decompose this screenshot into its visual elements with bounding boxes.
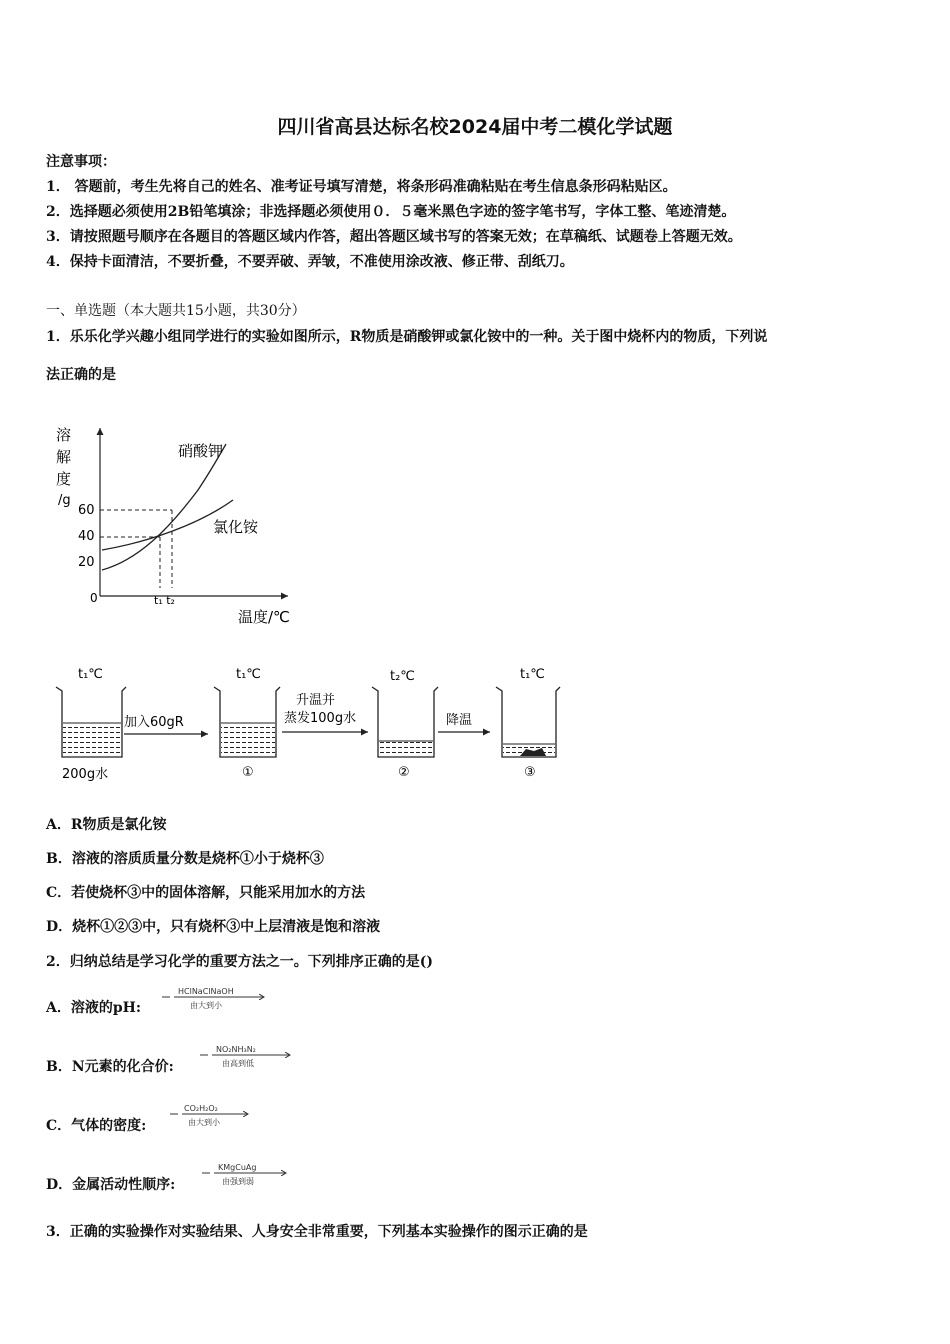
section-heading: 一、单选题（本大题共15小题，共30分） <box>46 303 306 319</box>
ylabel-3: 度 <box>56 470 72 488</box>
beaker-0-temp: t₁℃ <box>78 667 103 682</box>
q2-d-bottom: 由强到弱 <box>222 1177 254 1186</box>
beaker-1-temp: t₁℃ <box>236 667 261 682</box>
beaker-2-temp: t₂℃ <box>390 669 415 684</box>
beaker-1-liquid <box>221 723 275 756</box>
beaker-2-caption: ② <box>398 765 410 780</box>
q2-b-top: NO₂NH₃N₂ <box>216 1045 256 1054</box>
q2-option-a: A．溶液的pH: <box>46 1000 142 1016</box>
q3-stem: 3．正确的实验操作对实验结果、人身安全非常重要，下列基本实验操作的图示正确的是 <box>46 1224 588 1240</box>
beaker-2-liquid <box>379 741 433 756</box>
arrow-1-label: 加入60gR <box>124 715 184 730</box>
beaker-1-caption: ① <box>242 765 254 780</box>
ytick-60: 60 <box>78 503 95 518</box>
notice-item-1: 1． 答题前，考生先将自己的姓名、准考证号填写清楚，将条形码准确粘贴在考生信息条形码粘贴区。 <box>46 179 677 195</box>
beaker-3-temp: t₁℃ <box>520 667 545 682</box>
ylabel-1: 溶 <box>56 426 72 444</box>
notice-item-2: 2．选择题必须使用2B铅笔填涂；非选择题必须使用０．５毫米黑色字迹的签字笔书写，字体工整、笔迹清楚。 <box>46 204 736 220</box>
arrow-2-label-1: 升温并 <box>296 693 336 708</box>
curve-label-nh4cl: 氯化铵 <box>213 518 259 536</box>
q2-option-c: C．气体的密度: <box>46 1118 147 1134</box>
q2-option-d: D．金属活动性顺序: <box>46 1177 176 1193</box>
q2-a-bottom: 由大到小 <box>190 1001 222 1010</box>
ylabel-2: 解 <box>56 448 72 466</box>
q2-a-top: HClNaClNaOH <box>178 987 234 996</box>
q1-stem-line2: 法正确的是 <box>46 367 116 383</box>
q2-option-c-arrow <box>168 1101 258 1133</box>
ylabel-4: /g <box>58 493 71 508</box>
solubility-graph <box>48 420 318 630</box>
beaker-0-caption: 200g水 <box>62 767 109 782</box>
beaker-0-liquid <box>63 723 121 756</box>
q2-c-bottom: 由大到小 <box>188 1118 220 1127</box>
beaker-sequence <box>50 660 570 785</box>
notice-item-3: 3．请按照题号顺序在各题目的答题区域内作答，超出答题区域书写的答案无效；在草稿纸、试题卷上答题无效。 <box>46 229 742 245</box>
q1-stem-line1: 1．乐乐化学兴趣小组同学进行的实验如图所示，R物质是硝酸钾或氯化铵中的一种。关于图中烧杯内的物质，下列说 <box>46 329 768 345</box>
q2-option-a-arrow <box>160 984 270 1016</box>
notice-heading: 注意事项： <box>46 154 116 170</box>
q1-option-b: B．溶液的溶质质量分数是烧杯①小于烧杯③ <box>46 851 324 867</box>
q1-option-c: C．若使烧杯③中的固体溶解，只能采用加水的方法 <box>46 885 366 901</box>
q2-d-top: KMgCuAg <box>218 1163 257 1172</box>
ytick-40: 40 <box>78 529 95 544</box>
q2-stem: 2．归纳总结是学习化学的重要方法之一。下列排序正确的是() <box>46 954 433 970</box>
q2-c-top: CO₂H₂O₂ <box>184 1104 218 1113</box>
curve-kno3 <box>102 444 226 570</box>
xlabel: 温度/℃ <box>238 608 290 626</box>
q1-option-d: D．烧杯①②③中，只有烧杯③中上层清液是饱和溶液 <box>46 919 381 935</box>
q2-option-d-arrow <box>200 1160 296 1192</box>
arrow-3-label: 降温 <box>446 713 473 728</box>
q2-option-b: B．N元素的化合价: <box>46 1059 174 1075</box>
xtick-labels: t₁ t₂ <box>154 594 175 607</box>
notice-item-4: 4．保持卡面清洁，不要折叠，不要弄破、弄皱，不准使用涂改液、修正带、刮纸刀。 <box>46 254 574 270</box>
origin-label: 0 <box>90 591 98 605</box>
q2-option-b-arrow <box>198 1042 298 1074</box>
curve-label-kno3: 硝酸钾 <box>178 442 224 460</box>
page-title: 四川省高县达标名校2024届中考二模化学试题 <box>277 116 673 138</box>
ytick-20: 20 <box>78 555 95 570</box>
arrow-2-label-2: 蒸发100g水 <box>284 711 357 726</box>
beaker-3-caption: ③ <box>524 765 536 780</box>
q2-b-bottom: 由高到低 <box>222 1059 254 1068</box>
q1-option-a: A．R物质是氯化铵 <box>46 817 167 833</box>
